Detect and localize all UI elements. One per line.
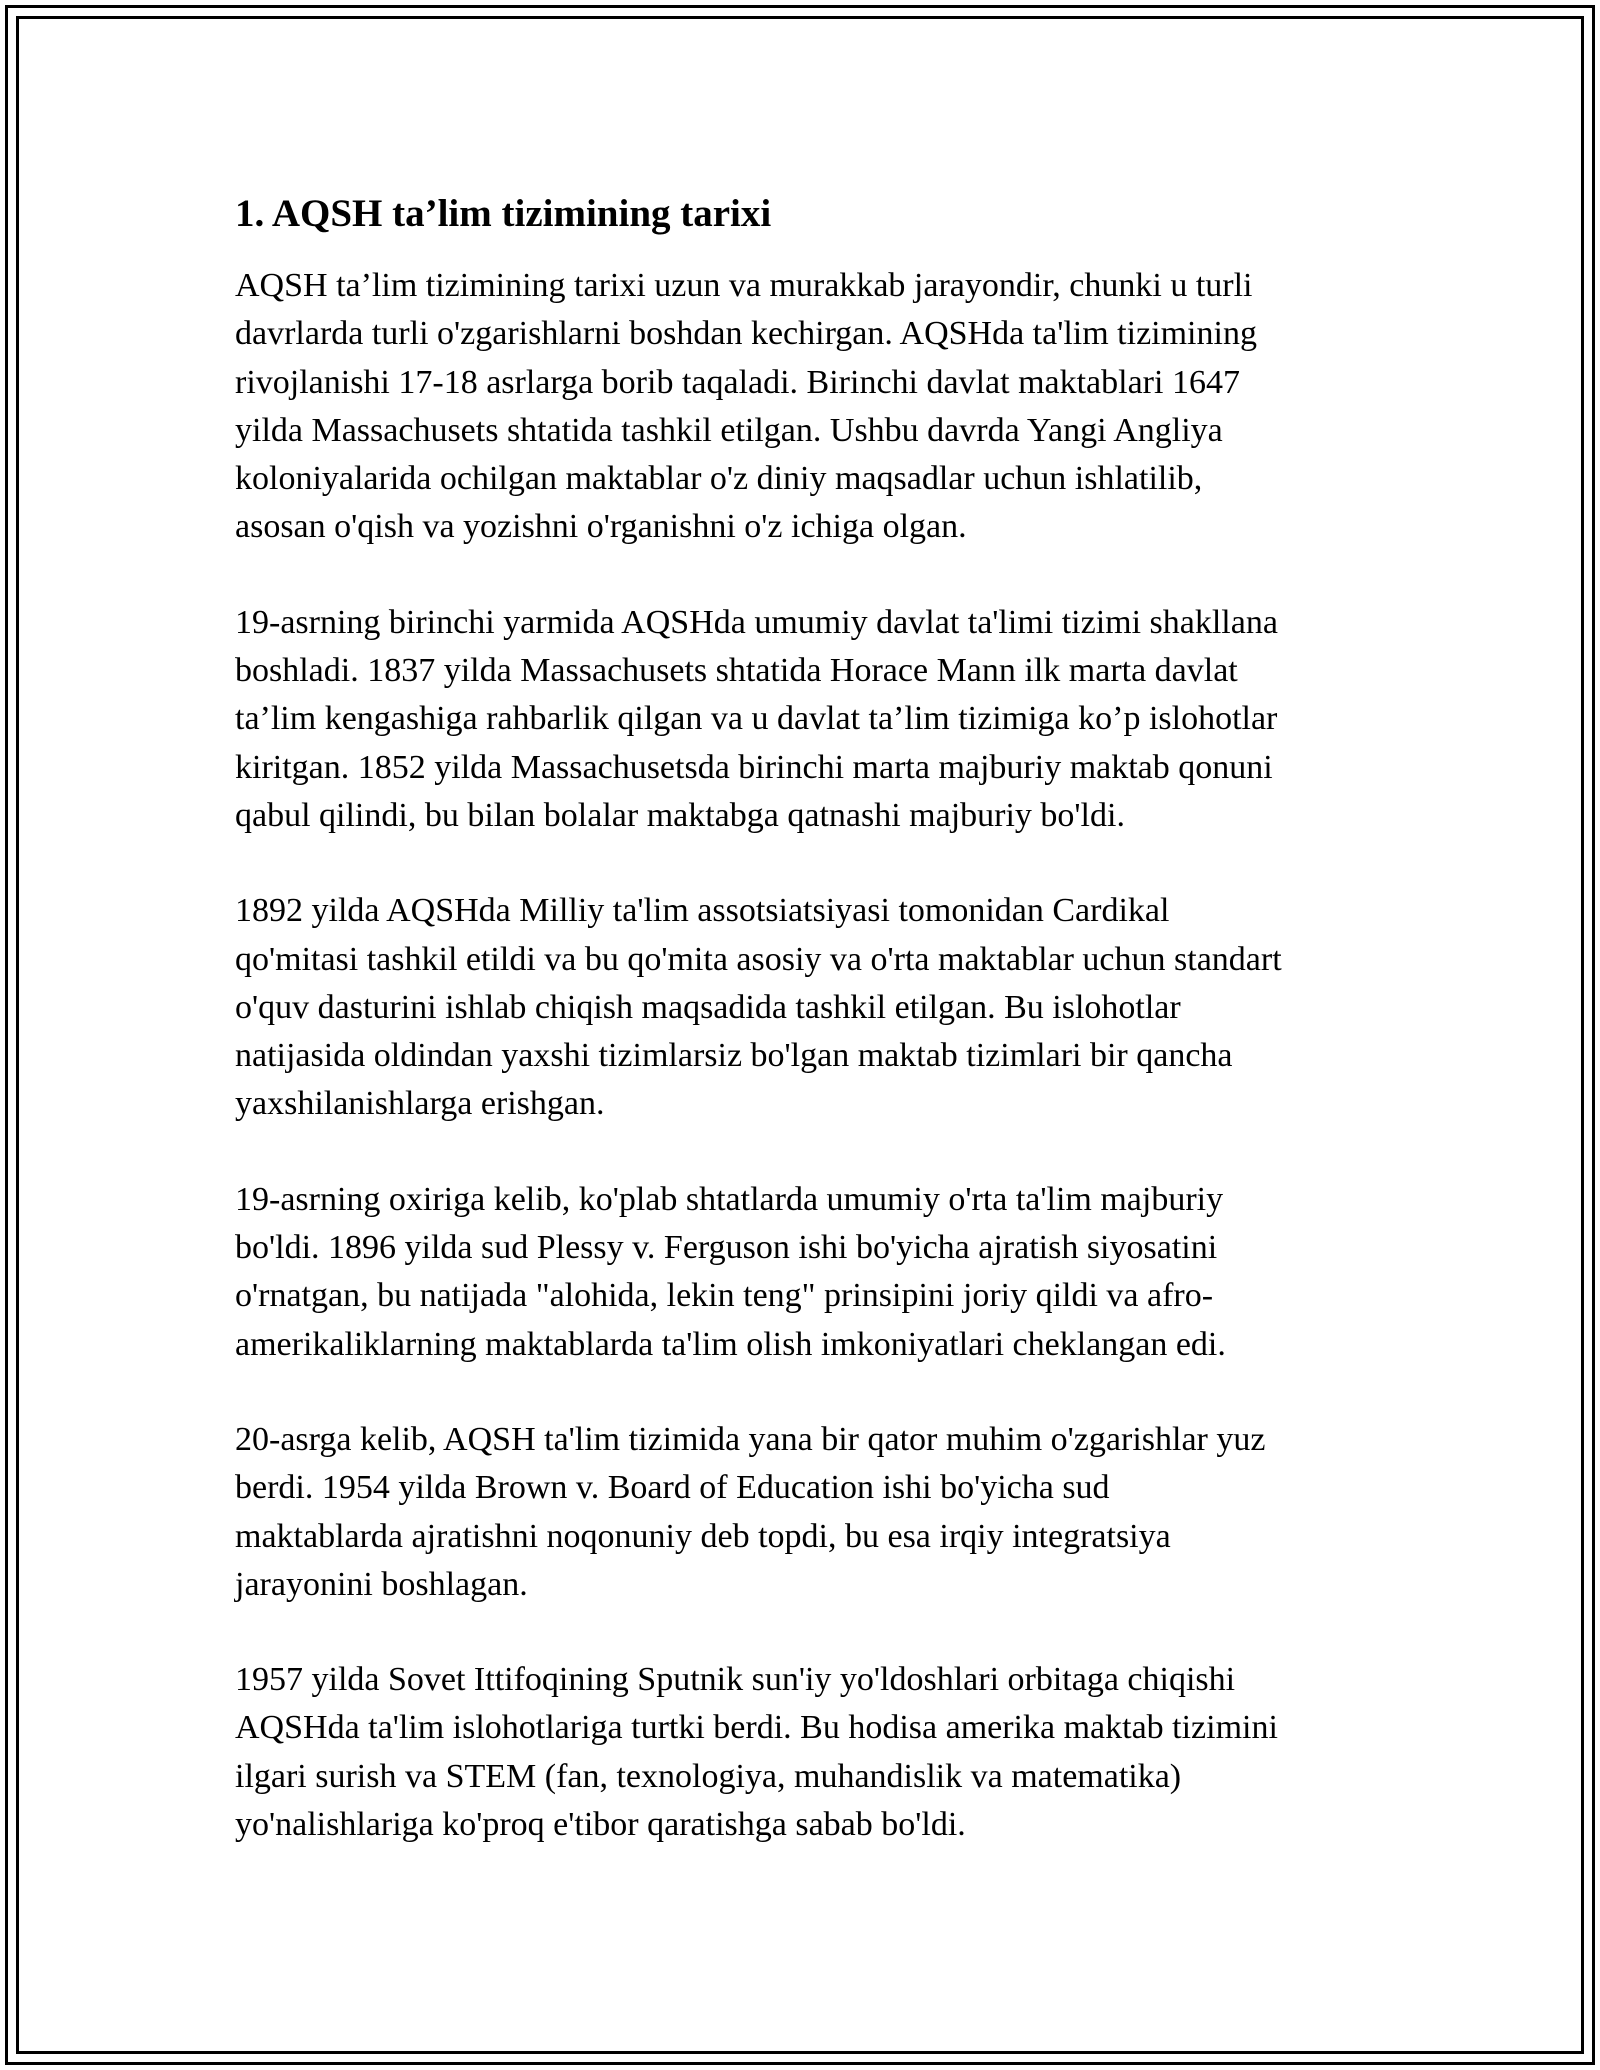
text-line: ta’lim kengashiga rahbarlik qilgan va u davlat ta’lim tizimiga ko’p islohotlar	[235, 700, 1278, 738]
text-line: 1892 yilda AQSHda Milliy ta'lim assotsiatsiyasi tomonidan Cardikal	[235, 892, 1170, 930]
paragraph-early-history	[235, 262, 1375, 552]
text-line: rivojlanishi 17-18 asrlarga borib taqaladi. Birinchi davlat maktablari 1647	[235, 363, 1240, 401]
paragraph-19th-century-first-half	[235, 599, 1375, 840]
text-line: kiritgan. 1852 yilda Massachusetsda birinchi marta majburiy maktab qonuni	[235, 748, 1273, 786]
text-line: berdi. 1954 yilda Brown v. Board of Education ishi bo'yicha sud	[235, 1469, 1110, 1507]
paragraph-20th-century	[235, 1416, 1375, 1609]
text-line: ilgari surish va STEM (fan, texnologiya, muhandislik va matematika)	[235, 1757, 1182, 1795]
text-line: amerikaliklarning maktablarda ta'lim olish imkoniyatlari cheklangan edi.	[235, 1325, 1226, 1363]
document-body	[235, 188, 1375, 1849]
text-line: maktablarda ajratishni noqonuniy deb topdi, bu esa irqiy integratsiya	[235, 1517, 1171, 1555]
text-line: 20-asrga kelib, AQSH ta'lim tizimida yana bir qator muhim o'zgarishlar yuz	[235, 1420, 1266, 1458]
text-line: yo'nalishlariga ko'proq e'tibor qaratishga sabab bo'ldi.	[235, 1806, 966, 1844]
text-line: AQSH ta’lim tizimining tarixi uzun va murakkab jarayondir, chunki u turli	[235, 267, 1253, 304]
text-line: o'rnatgan, bu natijada "alohida, lekin teng" prinsipini joriy qildi va afro-	[235, 1277, 1214, 1315]
text-line: boshladi. 1837 yilda Massachusets shtatida Horace Mann ilk marta davlat	[235, 652, 1238, 690]
text-line: 1957 yilda Sovet Ittifoqining Sputnik sun'iy yo'ldoshlari orbitaga chiqishi	[235, 1661, 1236, 1699]
text-line: asosan o'qish va yozishni o'rganishni o'z ichiga olgan.	[235, 508, 967, 546]
text-line: AQSHda ta'lim islohotlariga turtki berdi. Bu hodisa amerika maktab tizimini	[235, 1709, 1278, 1747]
text-line: yaxshilanishlarga erishgan.	[235, 1085, 605, 1123]
text-line: qabul qilindi, bu bilan bolalar maktabga qatnashi majburiy bo'ldi.	[235, 796, 1125, 834]
section-heading: 1. AQSH ta’lim tizimining tarixi	[235, 192, 772, 235]
paragraph-19th-century-end	[235, 1176, 1375, 1369]
paragraph-sputnik	[235, 1656, 1375, 1849]
text-line: bo'ldi. 1896 yilda sud Plessy v. Ferguson ishi bo'yicha ajratish siyosatini	[235, 1229, 1218, 1267]
text-line: natijasida oldindan yaxshi tizimlarsiz bo'lgan maktab tizimlari bir qancha	[235, 1037, 1233, 1075]
text-line: 19-asrning oxiriga kelib, ko'plab shtatlarda umumiy o'rta ta'lim majburiy	[235, 1180, 1224, 1218]
text-line: qo'mitasi tashkil etildi va bu qo'mita asosiy va o'rta maktablar uchun standart	[235, 940, 1282, 978]
text-line: yilda Massachusets shtatida tashkil etilgan. Ushbu davrda Yangi Angliya	[235, 411, 1223, 449]
text-line: jarayonini boshlagan.	[235, 1565, 528, 1603]
text-line: koloniyalarida ochilgan maktablar o'z diniy maqsadlar uchun ishlatilib,	[235, 460, 1203, 498]
text-line: o'quv dasturini ishlab chiqish maqsadida tashkil etilgan. Bu islohotlar	[235, 988, 1181, 1026]
text-line: davrlarda turli o'zgarishlarni boshdan kechirgan. AQSHda ta'lim tizimining	[235, 315, 1257, 353]
paragraph-1892-committee	[235, 887, 1375, 1128]
text-line: 19-asrning birinchi yarmida AQSHda umumiy davlat ta'limi tizimi shakllana	[235, 603, 1278, 641]
